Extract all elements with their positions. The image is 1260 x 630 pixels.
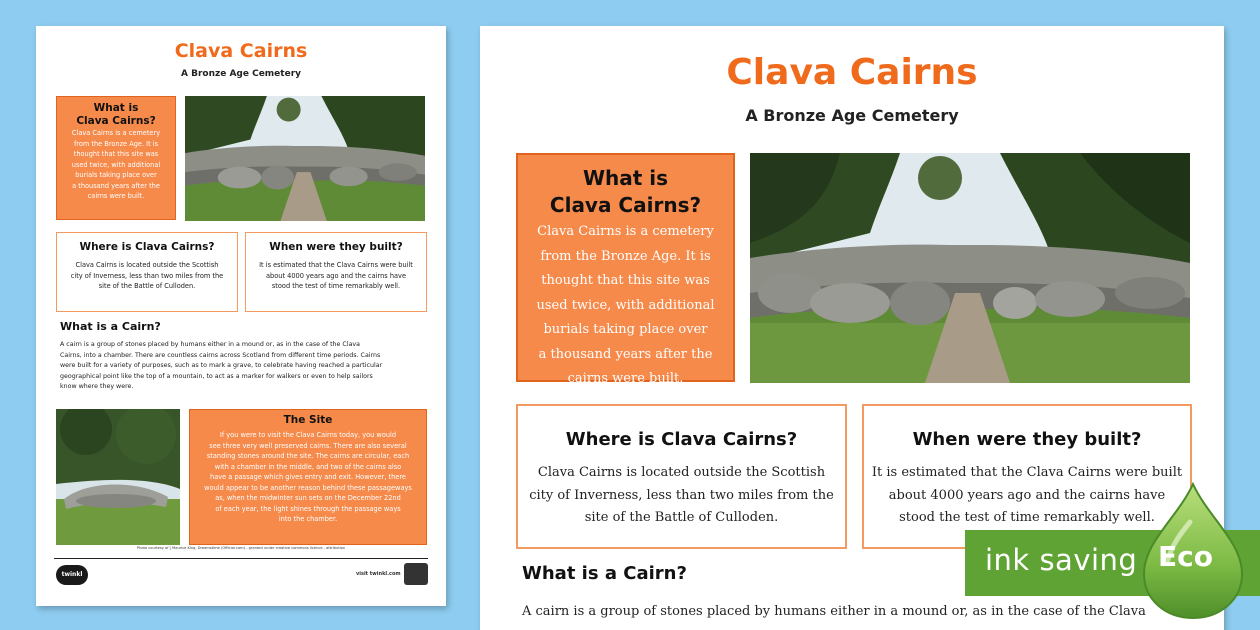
the-site-text-line: as, when the midwinter sun sets on the December 22nd (215, 494, 401, 502)
the-site-text-line: If you were to visit the Clava Cairns today, you would (219, 431, 397, 439)
what-is-cairn-text (60, 340, 430, 393)
the-site-text-line: into the chamber. (278, 515, 338, 523)
preview-where-is-text-line: Clava Cairns is located outside the Scottish (537, 465, 826, 480)
what-is-text-line: Clava Cairns is a cemetery (71, 129, 161, 137)
preview-what-is-text-line: burials taking place over (543, 322, 708, 337)
footer-badge-icon (404, 563, 428, 585)
preview-where-is-text-line: site of the Battle of Culloden. (584, 510, 779, 525)
preview-title: Clava Cairns (726, 52, 978, 93)
preview-cairn-photo (750, 153, 1190, 383)
where-is-text-line: site of the Battle of Culloden. (98, 282, 196, 290)
what-is-box (56, 96, 176, 220)
ink-saving-label: ink saving (985, 543, 1138, 577)
when-built-text-line: stood the test of time remarkably well. (271, 282, 401, 290)
preview-where-is-text-line: city of Inverness, less than two miles from the (529, 487, 834, 503)
what-is-text-line: a thousand years after the (72, 181, 160, 190)
what-is-cairn-text-line: Cairns, into a chamber. There are countless cairns across Scotland from different time periods. Cairns (60, 351, 381, 359)
what-is-cairn-text-line: know where they were. (60, 383, 134, 390)
preview-when-built-heading: When were they built? (912, 429, 1142, 450)
footer-divider (54, 558, 428, 559)
what-is-cairn-text-line: geographical point like the top of a mountain, to act as a marker for walkers or even to help sailors (60, 372, 373, 380)
preview-subtitle: A Bronze Age Cemetery (745, 106, 959, 125)
what-is-text-line: cairns were built. (87, 192, 145, 200)
preview-when-built-text-line: It is estimated that the Clava Cairns were built (871, 465, 1183, 480)
when-built-text-line: It is estimated that the Clava Cairns were built (259, 261, 413, 269)
site-photo-image (56, 409, 180, 545)
where-is-text-line: city of Inverness, less than two miles from the (70, 271, 224, 280)
worksheet-subtitle: A Bronze Age Cemetery (180, 69, 301, 79)
the-site-heading: The Site (283, 414, 333, 426)
cairn-photo-image (185, 96, 425, 221)
where-is-box (56, 232, 238, 312)
what-is-text-line: used twice, with additional (71, 160, 161, 169)
preview-what-is-cairn-heading: What is a Cairn? (522, 563, 687, 584)
what-is-cairn-heading: What is a Cairn? (60, 320, 161, 333)
preview-what-is-text-line: a thousand years after the (538, 346, 713, 362)
preview-what-is-text-line: cairns were built. (567, 371, 684, 386)
preview-where-is-box (516, 404, 847, 549)
the-site-box (189, 409, 427, 545)
where-is-heading: Where is Clava Cairns? (79, 241, 215, 253)
twinkl-logo: twinkl (56, 565, 88, 585)
when-built-heading: When were they built? (269, 241, 403, 253)
when-built-box (245, 232, 427, 312)
preview-what-is-heading-line1: What is (582, 166, 669, 190)
the-site-text-line: have a passage which gives entry and exit. However, there (210, 473, 406, 481)
preview-what-is-cairn-text: A cairn is a group of stones placed by humans either in a mound or, as in the case of the Clava (522, 604, 1146, 619)
what-is-heading-line2: Clava Cairns? (76, 115, 156, 127)
the-site-text-line: standing stones around the site. The cairns are circular, each (206, 452, 410, 460)
site-photo (56, 409, 180, 545)
what-is-text-line: burials taking place over (75, 171, 157, 179)
worksheet-thumbnail (36, 26, 446, 606)
preview-what-is-text-line: used twice, with additional (536, 297, 715, 313)
what-is-heading-line1: What is (93, 102, 139, 114)
photo-credit: Photo courtesy of [ Maurice King, Dreamstime (Official.com) - granted under creative commons licence - attribution (136, 546, 346, 550)
preview-what-is-text-line: thought that this site was (541, 273, 710, 288)
eco-label: Eco (1158, 540, 1213, 573)
the-site-text-line: with a chamber in the middle, and two of the cairns also (214, 462, 402, 471)
footer-site-link: visit twinkl.com (356, 571, 401, 577)
preview-cairn-photo-image (750, 153, 1190, 383)
where-is-text-line: Clava Cairns is located outside the Scottish (75, 261, 219, 269)
preview-when-built-text-line: about 4000 years ago and the cairns have (888, 487, 1166, 503)
what-is-text-line: thought that this site was (73, 150, 159, 158)
what-is-cairn-text-line: were built for a variety of purposes, such as to mark a grave, to celebrate having reached a particular (60, 362, 383, 369)
preview-when-built-text-line: stood the test of time remarkably well. (899, 510, 1155, 525)
cairn-photo (185, 96, 425, 221)
what-is-text-line: from the Bronze Age. It is (73, 139, 159, 148)
the-site-text-line: see three very well preserved cairns. There are also several (209, 441, 407, 450)
preview-what-is-text-line: from the Bronze Age. It is (540, 248, 711, 264)
when-built-text-line: about 4000 years ago and the cairns have (266, 271, 406, 280)
worksheet-title: Clava Cairns (174, 40, 308, 62)
preview-what-is-text-line: Clava Cairns is a cemetery (537, 224, 714, 239)
preview-what-is-box (516, 153, 735, 386)
the-site-text-line: would appear to be another reason behind these passageways (204, 483, 412, 492)
what-is-cairn-text-line: A cairn is a group of stones placed by humans either in a mound or, as in the case of the Clava (60, 341, 361, 348)
preview-where-is-heading: Where is Clava Cairns? (565, 429, 798, 450)
preview-what-is-heading-line2: Clava Cairns? (549, 193, 702, 217)
the-site-text-line: of each year, the light shines through the passage ways (215, 504, 401, 513)
